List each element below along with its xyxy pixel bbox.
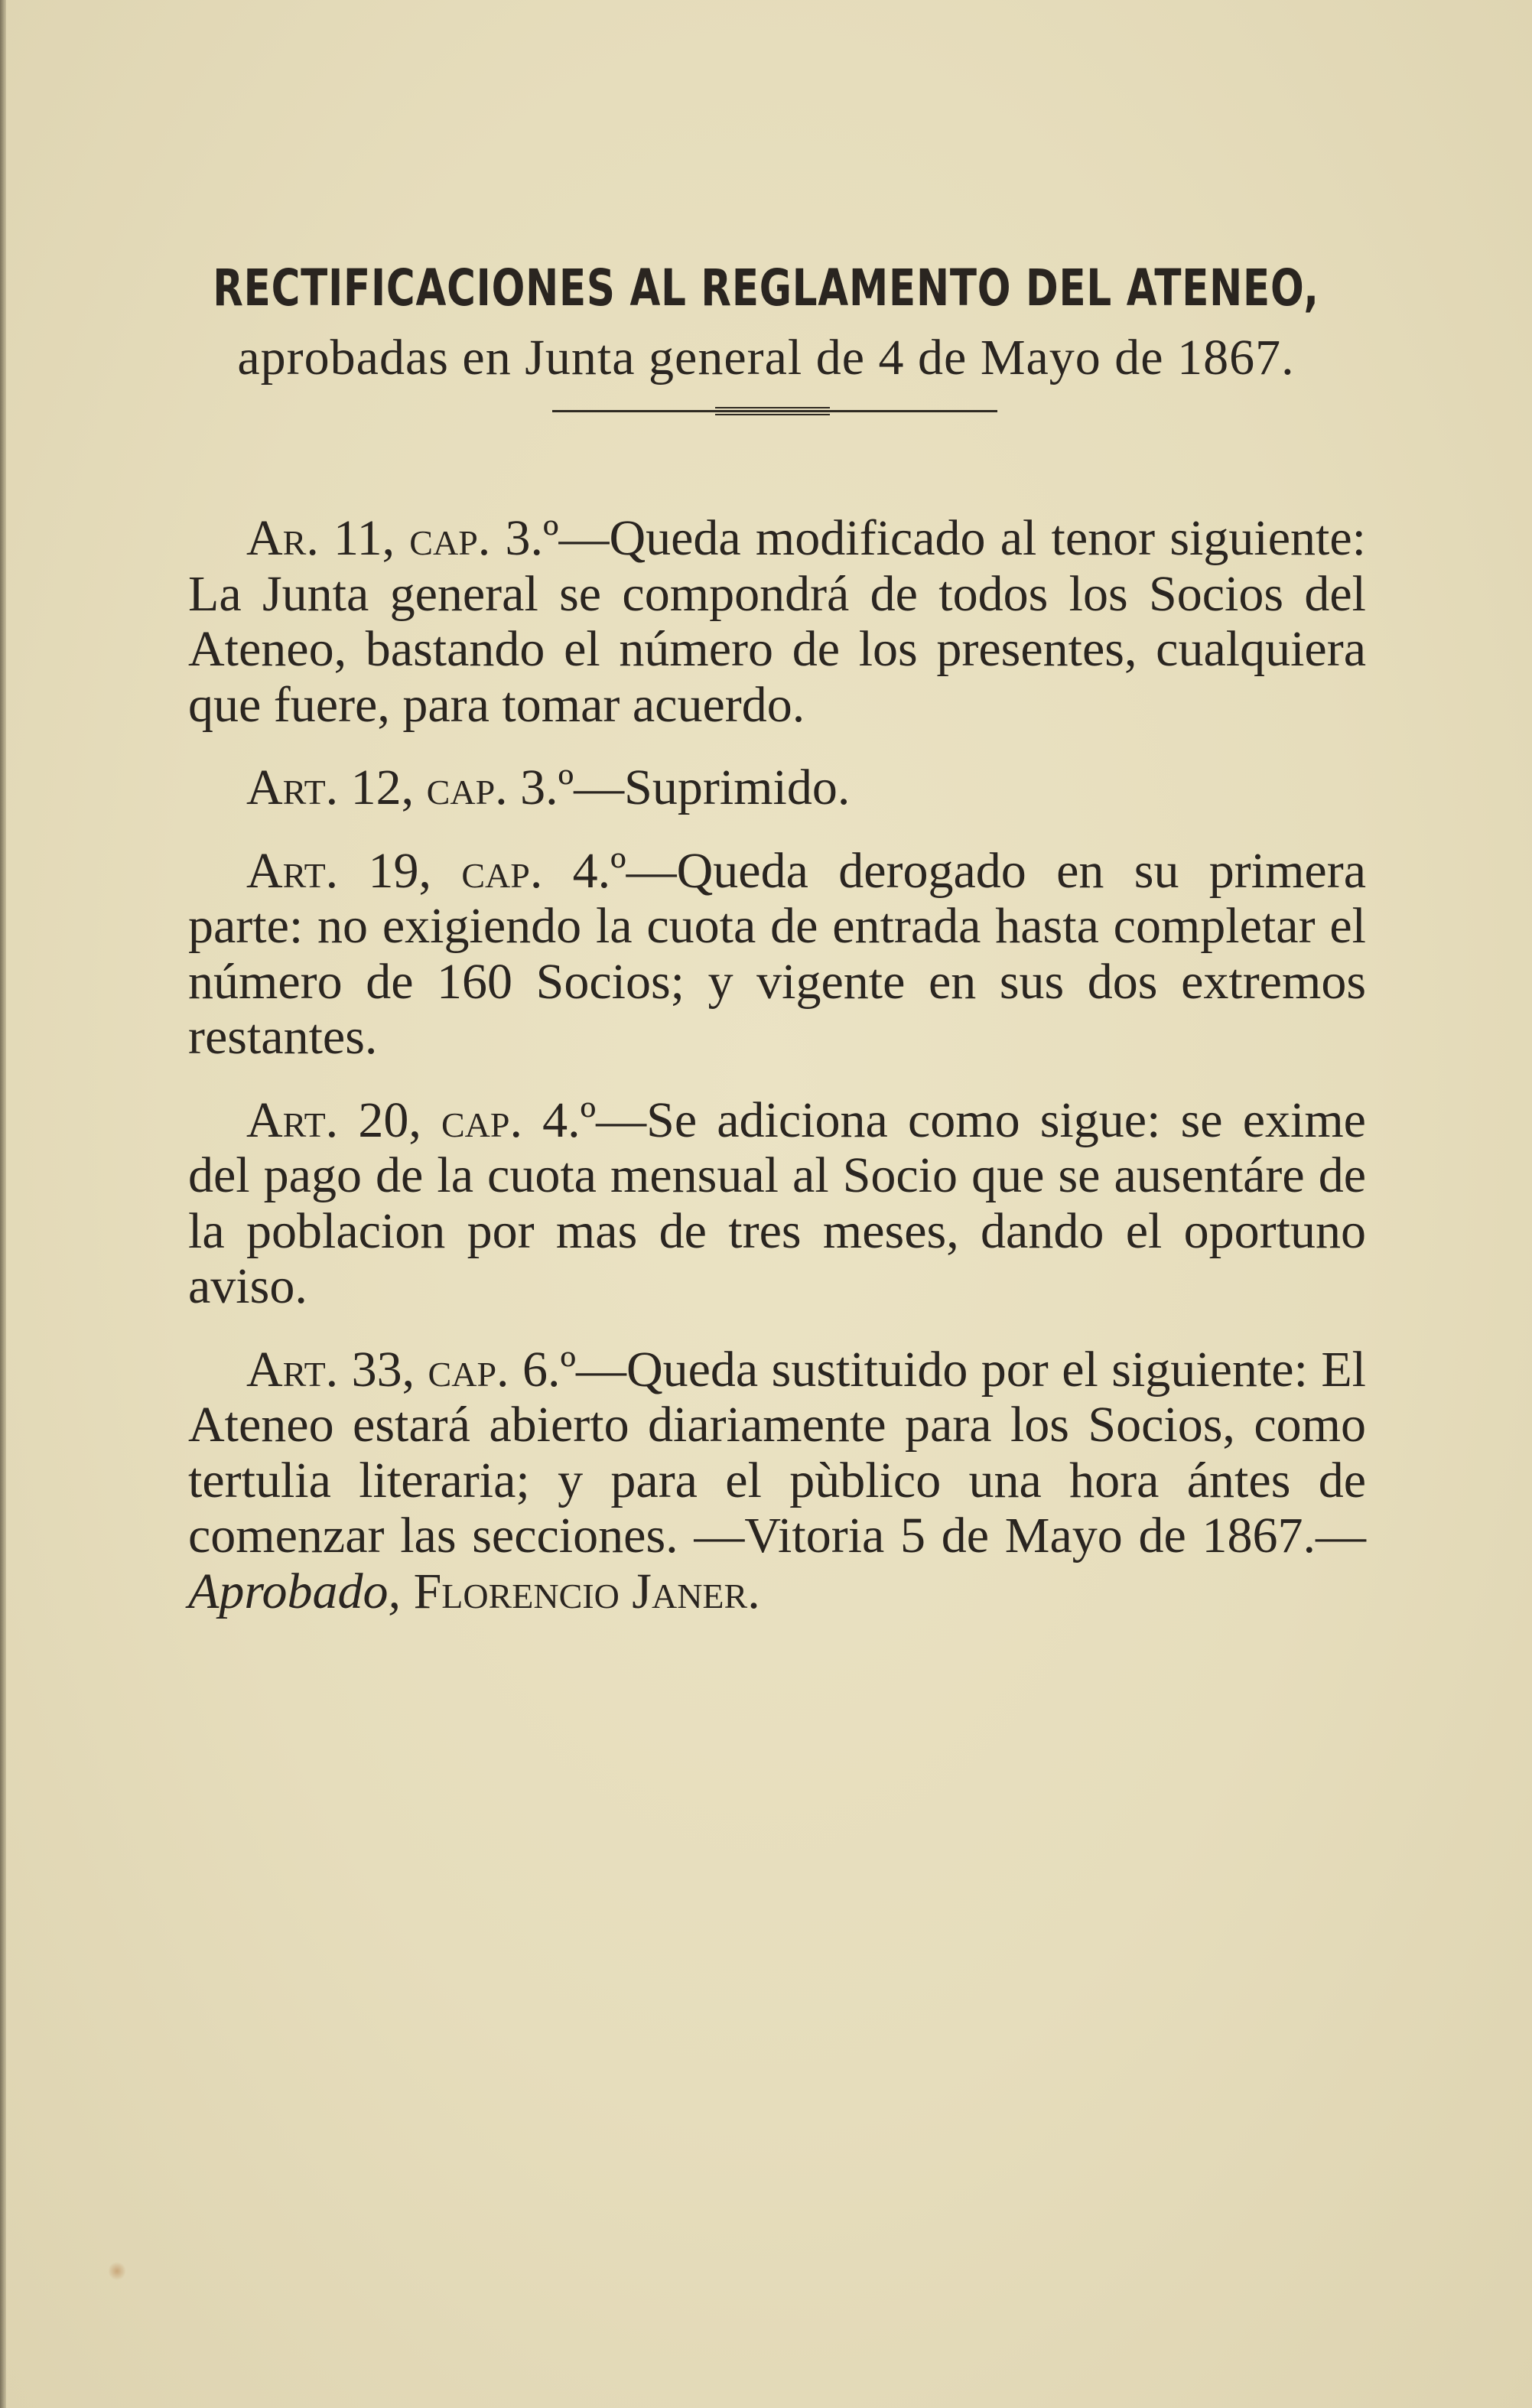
article-heading: Art. 33, cap. 6.º: [246, 1341, 576, 1398]
signature: Florencio Janer.: [413, 1563, 760, 1619]
article-paragraph-20: [188, 1093, 1366, 1315]
paper-stain: [109, 2261, 125, 2281]
article-paragraph-11: [188, 511, 1366, 733]
title-divider-ornament: [715, 407, 830, 415]
article-paragraph-33: [188, 1342, 1366, 1620]
articles-body: [188, 511, 1366, 1619]
article-heading: Art. 12, cap. 3.º: [246, 760, 574, 815]
article-heading: Ar. 11, cap. 3.º: [246, 510, 559, 566]
article-text: —Se adiciona como sigue: se exime del pago de la cuota mensual al Socio que se ausentáre de la poblacion por mas de tres meses, dando el oportuno aviso.: [188, 1092, 1366, 1314]
document-title: RECTIFICACIONES AL REGLAMENTO DEL ATENEO,: [213, 259, 1319, 317]
article-text: —Queda sustituido por el siguiente: El Ateneo estará abierto diariamente para los Socios, como tertulia literaria; y para el pùblico una hora ántes de comenzar las secciones. —Vitoria 5 de Mayo de 1867.—: [188, 1341, 1366, 1564]
document-subtitle: aprobadas en Junta general de 4 de Mayo de 1867.: [237, 330, 1295, 386]
article-text: —Suprimido.: [574, 760, 851, 815]
article-heading: Art. 19, cap. 4.º: [246, 842, 626, 899]
article-text: —Queda modificado al tenor siguiente: La Junta general se compondrá de todos los Socios del Ateneo, bastando el número de los presentes, cualquiera que fuere, para tomar acuerdo.: [188, 510, 1366, 733]
article-text: —Queda derogado en su primera parte: no exigiendo la cuota de entrada hasta completar el número de 160 Socios; y vigente en sus dos extremos restantes.: [188, 842, 1366, 1065]
approval-note: Aprobado,: [188, 1563, 402, 1619]
article-heading: Art. 20, cap. 4.º: [246, 1092, 597, 1148]
article-paragraph-12: [188, 760, 1366, 816]
article-paragraph-19: [188, 844, 1366, 1066]
